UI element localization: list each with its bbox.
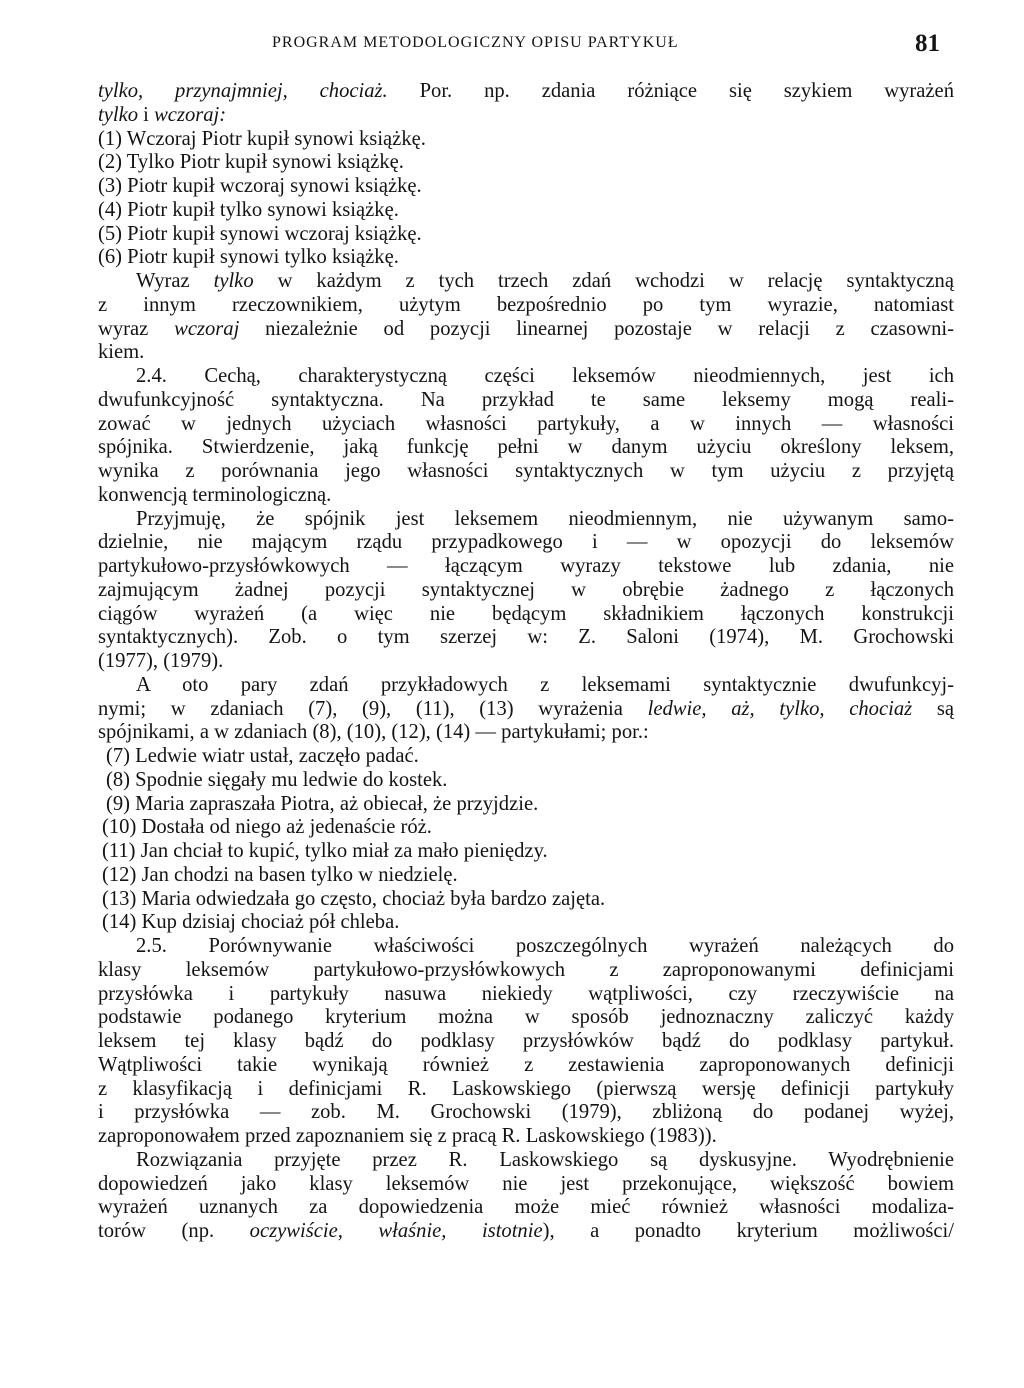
text-line: Przyjmuję, że spójnik jest leksemem nieodmiennym, nie używanym samo- bbox=[136, 507, 954, 530]
example-sentence-11: (11) Jan chciał to kupić, tylko miał za mało pieniędzy. bbox=[102, 840, 548, 862]
text-line: klasy leksemów partykułowo-przysłówkowych z zaproponowanymi definicjami bbox=[98, 958, 954, 981]
text-line: A oto pary zdań przykładowych z leksemami syntaktycznie dwufunkcyj- bbox=[136, 673, 954, 696]
text-line: syntaktycznych). Zob. o tym szerzej w: Z. Saloni (1974), M. Grochowski bbox=[98, 626, 954, 649]
example-sentence-1: (1) Wczoraj Piotr kupił synowi książkę. bbox=[98, 127, 426, 150]
italic-term: wczoraj bbox=[174, 317, 240, 340]
example-sentence-13: (13) Maria odwiedzała go często, chociaż była bardzo zajęta. bbox=[102, 887, 606, 910]
example-sentence-7: (7) Ledwie wiatr ustał, zaczęło padać. bbox=[106, 745, 419, 767]
italic-term: tylko bbox=[213, 270, 254, 292]
text-line: partykułowo-przysłówkowych — łączącym wyrazy tekstowe lub zdania, nie bbox=[98, 555, 954, 577]
example-sentence-5: (5) Piotr kupił synowi wczoraj książkę. bbox=[98, 222, 422, 245]
text-line: i przysłówka — zob. M. Grochowski (1979), zbliżoną do podanej wyżej, bbox=[98, 1101, 954, 1124]
text-line: wyrażeń uznanych za dopowiedzenia może mieć również własności modaliza- bbox=[98, 1196, 954, 1219]
example-sentence-10: (10) Dostała od niego aż jedenaście róż. bbox=[102, 816, 432, 839]
italic-term: tylko, przynajmniej, chociaż. bbox=[98, 80, 388, 102]
example-sentence-3: (3) Piotr kupił wczoraj synowi książkę. bbox=[98, 175, 422, 197]
italic-term: oczywiście, właśnie, istotnie bbox=[249, 1220, 543, 1242]
text-line: torów (np. oczywiście, właśnie, istotnie), a ponadto kryterium możliwości/ bbox=[98, 1220, 954, 1242]
text-line: z innym rzeczownikiem, użytym bezpośrednio po tym wyrazie, natomiast bbox=[98, 293, 954, 316]
text-line: Wątpliwości takie wynikają również z zestawienia zaproponowanych definicji bbox=[98, 1053, 954, 1076]
text-line: tylko i wczoraj: bbox=[98, 103, 227, 126]
page-header bbox=[0, 30, 1024, 60]
page-number: 81 bbox=[915, 30, 940, 57]
section-2-4-start: 2.4. Cechą, charakterystyczną części leksemów nieodmiennych, jest ich bbox=[136, 365, 954, 387]
example-sentence-2: (2) Tylko Piotr kupił synowi książkę. bbox=[98, 151, 404, 174]
text-line: przysłówka i partykuły nasuwa niekiedy wątpliwości, czy rzeczywiście na bbox=[98, 982, 954, 1005]
example-sentence-8: (8) Spodnie sięgały mu ledwie do kostek. bbox=[106, 768, 448, 791]
example-sentence-6: (6) Piotr kupił synowi tylko książkę. bbox=[98, 246, 399, 269]
text-line: podstawie podanego kryterium można w sposób jednoznaczny zaliczyć każdy bbox=[98, 1006, 954, 1029]
text-line: kiem. bbox=[98, 341, 145, 364]
example-sentence-9: (9) Maria zapraszała Piotra, aż obiecał, że przyjdzie. bbox=[106, 792, 539, 815]
text-line: Wyraz tylko w każdym z tych trzech zdań wchodzi w relację syntaktyczną bbox=[136, 270, 954, 292]
text-line: wyraz wczoraj niezależnie od pozycji linearnej pozostaje w relacji z czasowni- bbox=[98, 317, 954, 340]
text-line: dzielnie, nie mającym rządu przypadkowego i — w opozycji do leksemów bbox=[98, 531, 954, 554]
example-sentence-12: (12) Jan chodzi na basen tylko w niedzielę. bbox=[102, 863, 458, 886]
italic-term: tylko bbox=[98, 103, 139, 126]
italic-term: wczoraj: bbox=[154, 103, 227, 126]
example-sentence-4: (4) Piotr kupił tylko synowi książkę. bbox=[98, 198, 399, 221]
section-2-5-start: 2.5. Porównywanie właściwości poszczególnych wyrażeń należących do bbox=[136, 935, 954, 957]
text-line: z klasyfikacją i definicjami R. Laskowskiego (pierwszą wersję definicji partykuły bbox=[98, 1077, 954, 1100]
text-line: ciągów wyrażeń (a więc nie będącym składnikiem łączonych konstrukcji bbox=[98, 602, 954, 625]
text-line: zaproponowałem przed zapoznaniem się z pracą R. Laskowskiego (1983)). bbox=[98, 1125, 717, 1147]
text-line: spójnikami, a w zdaniach (8), (10), (12), (14) — partykułami; por.: bbox=[98, 721, 649, 744]
text-line: Rozwiązania przyjęte przez R. Laskowskiego są dyskusyjne. Wyodrębnienie bbox=[136, 1148, 954, 1171]
running-title: PROGRAM METODOLOGICZNY OPISU PARTYKUŁ bbox=[272, 34, 679, 51]
text-line: dwufunkcyjność syntaktyczna. Na przykład te same leksemy mogą reali- bbox=[98, 388, 954, 411]
italic-term: ledwie, aż, tylko, chociaż bbox=[647, 697, 913, 720]
text-line: wynika z porównania jego własności syntaktycznych w tym użyciu z przyjętą bbox=[98, 460, 954, 482]
text-line: nymi; w zdaniach (7), (9), (11), (13) wyrażenia ledwie, aż, tylko, chociaż są bbox=[98, 697, 954, 720]
text-line: (1977), (1979). bbox=[98, 650, 224, 672]
text-line: spójnika. Stwierdzenie, jaką funkcję pełni w danym użyciu określony leksem, bbox=[98, 436, 954, 459]
text-line: dopowiedzeń jako klasy leksemów nie jest przekonujące, większość bowiem bbox=[98, 1172, 954, 1195]
text-line: zować w jednych użyciach własności partykuły, a w innych — własności bbox=[98, 412, 954, 435]
text-line: konwencją terminologiczną. bbox=[98, 483, 332, 506]
text-line: tylko, przynajmniej, chociaż. Por. np. zdania różniące się szykiem wyrażeń bbox=[98, 80, 954, 102]
example-sentence-14: (14) Kup dzisiaj chociaż pół chleba. bbox=[102, 911, 400, 934]
text-line: leksem tej klasy bądź do podklasy przysłówków bądź do podklasy partykuł. bbox=[98, 1030, 954, 1052]
body-text bbox=[98, 80, 954, 1244]
text-line: zajmującym żadnej pozycji syntaktycznej w obrębie żadnego z łączonych bbox=[98, 578, 954, 601]
